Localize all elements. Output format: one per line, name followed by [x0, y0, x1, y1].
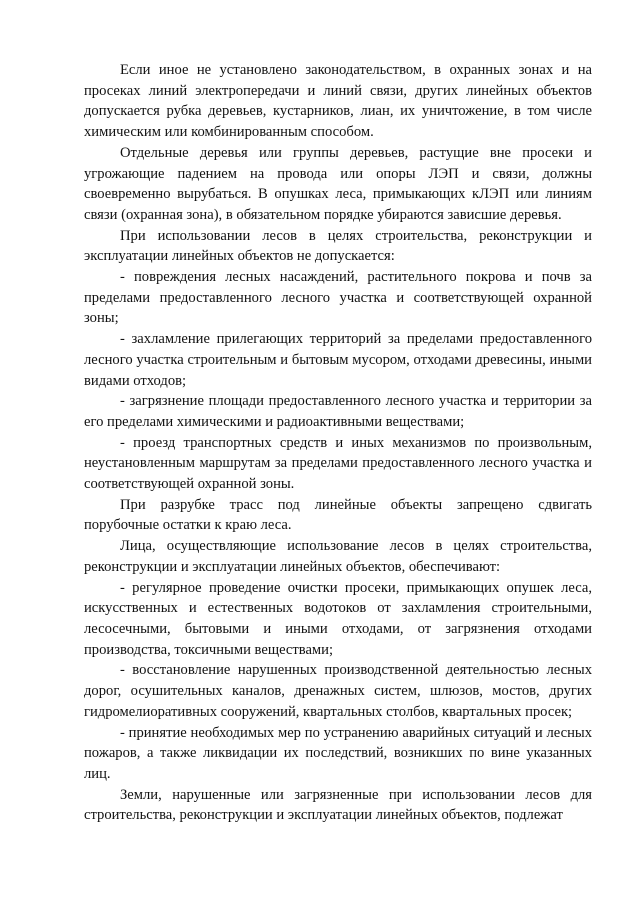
list-item-littering: - захламление прилегающих территорий за пределами предоставленного лесного участка строительным и бытовым мусором, отходами древесины, иными видами отходов;: [84, 331, 592, 389]
paragraph-obligations: Лица, осуществляющие использование лесов в целях строительства, реконструкции и эксплуатации линейных объектов, обеспечивают:: [84, 538, 592, 575]
paragraph-1: Если иное не установлено законодательством, в охранных зонах и на просеках линий электропередачи и линий связи, других линейных объектов допускается рубка деревьев, кустарников, лиан, их уничтожение, в том числе химическим или комбинированным способом.: [84, 62, 592, 141]
list-item-restoration: - восстановление нарушенных производственной деятельностью лесных дорог, осушительных каналов, дренажных систем, шлюзов, мостов, других гидромелиоративных сооружений, квартальных столбов, квартальных просек;: [84, 662, 592, 720]
list-item-vehicle-passage: - проезд транспортных средств и иных механизмов по произвольным, неустановленным маршрутам за пределами предоставленного лесного участка и соответствующей охранной зоны.: [84, 434, 592, 493]
list-item-emergency: - принятие необходимых мер по устранению аварийных ситуаций и лесных пожаров, а также ликвидации их последствий, возникших по вине указанных лиц.: [84, 724, 592, 782]
paragraph-2: Отдельные деревья или группы деревьев, растущие вне просеки и угрожающие падением на провода или опоры ЛЭП и связи, должны своевременно вырубаться. В опушках леса, примыкающих кЛЭП или линиям связи (охранная зона), в обязательном порядке убираются зависшие деревья.: [84, 144, 592, 223]
paragraph-cutting: При разрубке трасс под линейные объекты запрещено сдвигать порубочные остатки к краю леса.: [84, 496, 592, 534]
paragraph-3: При использовании лесов в целях строительства, реконструкции и эксплуатации линейных объектов не допускается:: [84, 227, 592, 265]
list-item-damage: - повреждения лесных насаждений, растительного покрова и почв за пределами предоставленного лесного участка и соответствующей охранной зоны;: [84, 269, 592, 327]
list-item-pollution: - загрязнение площади предоставленного лесного участка и территории за его пределами химическими и радиоактивными веществами;: [84, 393, 592, 430]
paragraph-lands: Земли, нарушенные или загрязненные при использовании лесов для строительства, реконструкции и эксплуатации линейных объектов, подлежат: [84, 786, 592, 824]
document-body: [84, 60, 592, 826]
list-item-cleaning: - регулярное проведение очистки просеки, примыкающих опушек леса, искусственных и естественных водотоков от захламления строительными, лесосечными, бытовыми и иными отходами, от загрязнения отходами производства, токсичными веществами;: [84, 579, 592, 658]
